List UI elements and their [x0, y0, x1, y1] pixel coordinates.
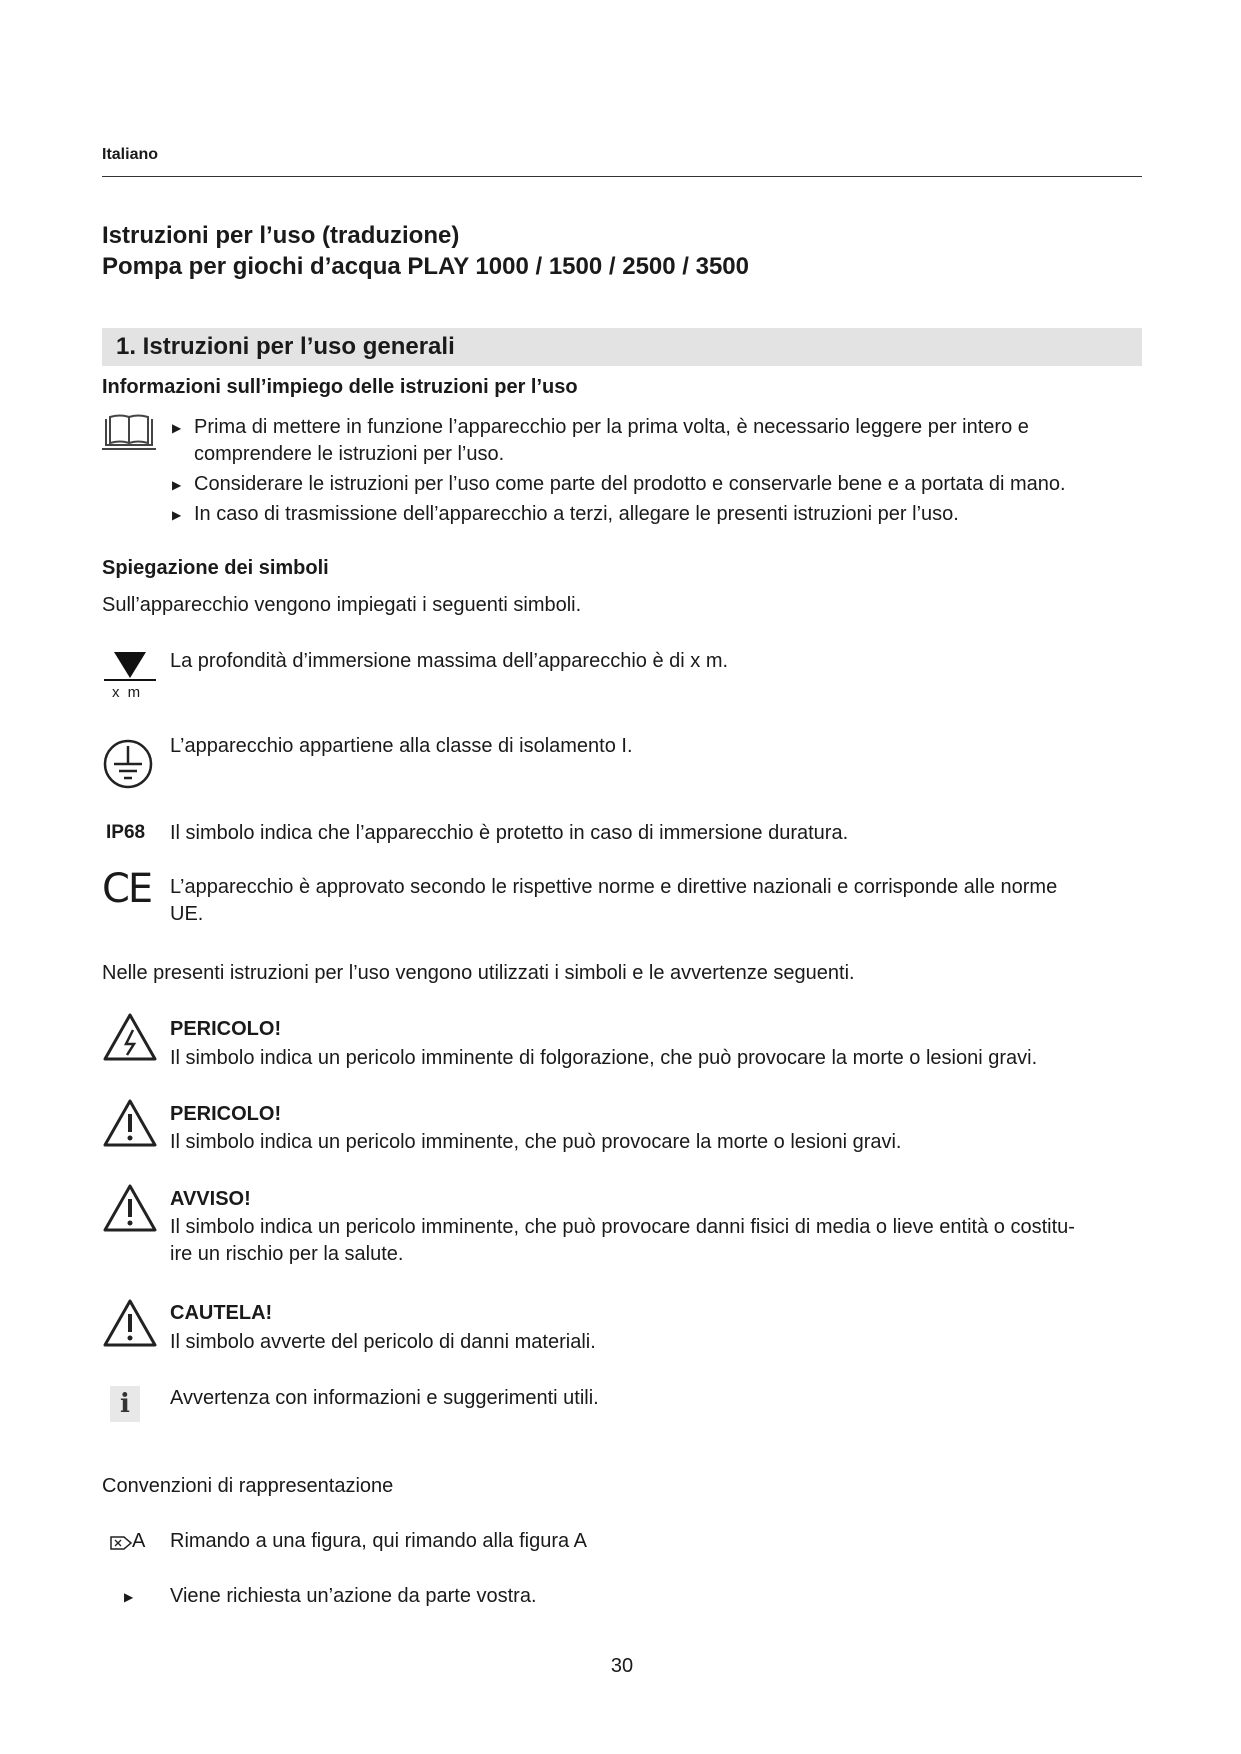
symbols-heading: Spiegazione dei simboli [102, 557, 329, 579]
bullet-1-line-2: comprendere le istruzioni per l’uso. [194, 443, 505, 465]
figure-reference-icon [110, 1536, 132, 1550]
manual-book-icon [102, 413, 156, 453]
document-title [102, 220, 749, 282]
protection-class-text: L’apparecchio appartiene alla classe di isolamento I. [170, 735, 633, 757]
header-rule [102, 176, 1142, 177]
warning-3-text-line-2: ire un rischio per la salute. [170, 1243, 404, 1265]
warning-triangle-icon [102, 1183, 158, 1233]
title-line-2: Pompa per giochi d’acqua PLAY 1000 / 1500 / 2500 / 3500 [102, 253, 750, 280]
ce-text-line-2: UE. [170, 903, 204, 925]
bullet-marker: ▶ [172, 421, 182, 435]
conventions-heading: Convenzioni di rappresentazione [102, 1475, 394, 1497]
warning-3-title: AVVISO! [170, 1188, 251, 1210]
bullet-3: In caso di trasmissione dell’apparecchio a terzi, allegare le presenti istruzioni per l’uso. [194, 503, 959, 525]
warning-2-text: Il simbolo indica un pericolo imminente, che può provocare la morte o lesioni gravi. [170, 1131, 902, 1153]
warning-1-title: PERICOLO! [170, 1018, 282, 1040]
caution-triangle-icon [102, 1298, 158, 1348]
protective-earth-icon [102, 738, 154, 790]
info-heading: Informazioni sull’impiego delle istruzioni per l’uso [102, 376, 578, 398]
warning-1-text: Il simbolo indica un pericolo imminente di folgorazione, che può provocare la morte o lesioni gravi. [170, 1047, 1038, 1069]
bullet-marker: ▶ [172, 508, 182, 522]
action-text: Viene richiesta un’azione da parte vostra. [170, 1585, 537, 1607]
symbols-intro: Sull’apparecchio vengono impiegati i seguenti simboli. [102, 594, 582, 616]
immersion-depth-text: La profondità d’immersione massima dell’apparecchio è di x m. [170, 650, 729, 672]
section-heading-bar [102, 328, 1142, 366]
ce-text-line-1: L’apparecchio è approvato secondo le rispettive norme e direttive nazionali e corrisponde alle norme [170, 876, 1058, 898]
warning-2-title: PERICOLO! [170, 1103, 282, 1125]
warning-3-text-line-1: Il simbolo indica un pericolo imminente, che può provocare danni fisici di media o lieve entità o costitu- [170, 1216, 1075, 1238]
warning-4-text: Il simbolo avverte del pericolo di danni materiali. [170, 1331, 596, 1353]
section-heading: 1. Istruzioni per l’uso generali [116, 333, 455, 360]
warning-triangle-icon [102, 1098, 158, 1148]
bullet-1-line-1: Prima di mettere in funzione l’apparecchio per la prima volta, è necessario leggere per intero e [194, 416, 1029, 438]
ip68-label: IP68 [106, 822, 146, 843]
figure-reference-text: Rimando a una figura, qui rimando alla figura A [170, 1530, 587, 1552]
warning-4-title: CAUTELA! [170, 1302, 273, 1324]
bullet-2: Considerare le istruzioni per l’uso come parte del prodotto e conservarle bene e a portata di mano. [194, 473, 1066, 495]
warnings-intro: Nelle presenti istruzioni per l’uso vengono utilizzati i simboli e le avvertenze seguenti. [102, 962, 855, 984]
immersion-depth-icon [104, 652, 156, 684]
figure-reference-label: A [132, 1530, 146, 1552]
bullet-marker: ▶ [172, 478, 182, 492]
info-text: Avvertenza con informazioni e suggerimenti utili. [170, 1387, 599, 1409]
page-number: 30 [610, 1655, 634, 1677]
info-icon: i [110, 1386, 140, 1422]
immersion-depth-label: x m [112, 684, 143, 701]
action-marker-icon: ▶ [124, 1590, 134, 1604]
electric-hazard-icon [102, 1012, 158, 1062]
ce-mark-icon: CE [102, 866, 152, 912]
ip68-text: Il simbolo indica che l’apparecchio è protetto in caso di immersione duratura. [170, 822, 849, 844]
title-line-1: Istruzioni per l’uso (traduzione) [102, 222, 460, 249]
header-language: Italiano [102, 146, 159, 163]
